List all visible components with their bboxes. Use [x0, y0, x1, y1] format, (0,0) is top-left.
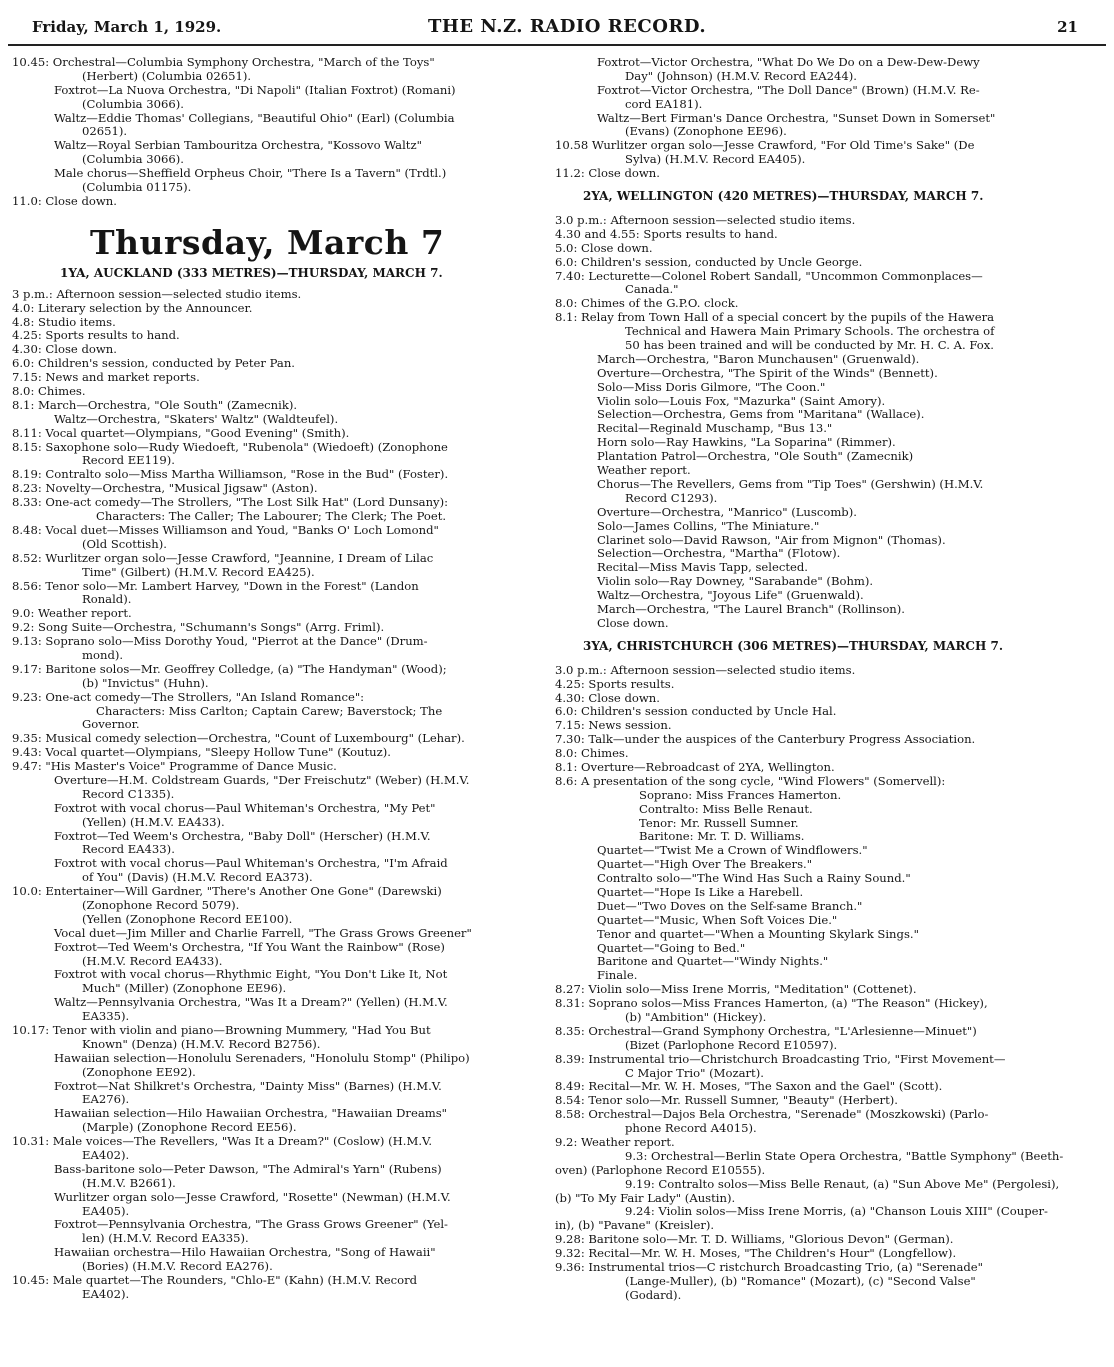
programme-line: 9.32: Recital—Mr. W. H. Moses, "The Children's Hour" (Longfellow).	[555, 1247, 957, 1261]
programme-line: Tenor and quartet—"When a Mounting Skylark Sings."	[597, 927, 919, 941]
programme-line: 11.2: Close down.	[555, 167, 660, 181]
programme-line: Waltz—Orchestra, "Joyous Life" (Gruenwald).	[597, 589, 864, 603]
programme-line: 11.0: Close down.	[12, 194, 117, 208]
programme-line: EA402).	[82, 1149, 130, 1163]
programme-line: 8.54: Tenor solo—Mr. Russell Sumner, "Beauty" (Herbert).	[555, 1094, 898, 1108]
programme-line: Quartet—"High Over The Breakers."	[597, 858, 813, 872]
programme-line: Waltz—Eddie Thomas' Collegians, "Beautiful Ohio" (Earl) (Columbia	[54, 111, 455, 125]
programme-line: Hawaiian orchestra—Hilo Hawaiian Orchestra, "Song of Hawaii"	[54, 1246, 436, 1260]
programme-line: Solo—Miss Doris Gilmore, "The Coon."	[597, 380, 826, 394]
programme-line: Close down.	[597, 616, 669, 630]
programme-line: 8.0: Chimes.	[555, 747, 629, 761]
programme-line: 10.45: Orchestral—Columbia Symphony Orchestra, "March of the Toys"	[12, 56, 435, 69]
programme-line: 6.0: Children's session, conducted by Uncle George.	[555, 255, 863, 269]
programme-line: Ronald).	[82, 593, 132, 607]
programme-line: Finale.	[597, 969, 638, 983]
programme-line: 9.24: Violin solos—Miss Irene Morris, (a) "Chanson Louis XIII" (Couper-	[625, 1205, 1048, 1219]
programme-line: (H.M.V. B2661).	[82, 1176, 176, 1190]
programme-line: Wurlitzer organ solo—Jesse Crawford, "Rosette" (Newman) (H.M.V.	[54, 1190, 451, 1204]
programme-line: (Zonophone Record 5079).	[82, 898, 240, 912]
programme-line: (Godard).	[625, 1288, 682, 1302]
programme-line: 8.1: Overture—Rebroadcast of 2YA, Wellington.	[555, 760, 835, 774]
programme-line: 8.11: Vocal quartet—Olympians, "Good Evening" (Smith).	[12, 426, 350, 440]
programme-line: (Columbia 01175).	[82, 181, 192, 195]
programme-line: Hawaiian selection—Hilo Hawaiian Orchestra, "Hawaiian Dreams"	[54, 1107, 448, 1121]
programme-line: Contralto solo—"The Wind Has Such a Rainy Sound."	[597, 872, 911, 886]
programme-line: 3 p.m.: Afternoon session—selected studio items.	[12, 287, 302, 301]
programme-1ya	[12, 288, 537, 1302]
programme-line: (Yellen) (H.M.V. EA433).	[82, 815, 225, 829]
programme-line: 9.23: One-act comedy—The Strollers, "An Island Romance":	[12, 690, 365, 704]
programme-line: Foxtrot—Victor Orchestra, "The Doll Dance" (Brown) (H.M.V. Re-	[597, 83, 980, 97]
programme-line: in), (b) "Pavane" (Kreisler).	[555, 1219, 715, 1233]
programme-line: 8.0: Chimes.	[12, 385, 86, 399]
programme-3ya	[555, 664, 1080, 1303]
programme-line: Foxtrot with vocal chorus—Paul Whiteman's Orchestra, "I'm Afraid	[54, 857, 448, 871]
programme-line: Characters: The Caller; The Labourer; The Clerk; The Poet.	[96, 510, 447, 524]
programme-line: oven) (Parlophone Record E10555).	[555, 1163, 766, 1177]
programme-line: Recital—Miss Mavis Tapp, selected.	[597, 561, 808, 575]
programme-line: 4.25: Sports results.	[555, 677, 675, 691]
page-header	[8, 18, 1106, 42]
programme-line: 7.30: Talk—under the auspices of the Canterbury Progress Association.	[555, 733, 976, 747]
programme-line: 9.3: Orchestral—Berlin State Opera Orchestra, "Battle Symphony" (Beeth-	[625, 1149, 1064, 1163]
programme-line: (Lange-Muller), (b) "Romance" (Mozart), (c) "Second Valse"	[625, 1274, 976, 1288]
programme-line: 8.31: Soprano solos—Miss Frances Hamerton, (a) "The Reason" (Hickey),	[555, 997, 988, 1011]
programme-line: Foxtrot—Ted Weem's Orchestra, "Baby Doll" (Herscher) (H.M.V.	[54, 829, 431, 843]
programme-line: (Evans) (Zonophone EE96).	[625, 125, 787, 139]
programme-line: Foxtrot—Nat Shilkret's Orchestra, "Dainty Miss" (Barnes) (H.M.V.	[54, 1079, 442, 1093]
programme-line: EA276).	[82, 1093, 130, 1107]
programme-line: Solo—James Collins, "The Miniature."	[597, 519, 820, 533]
programme-line: 9.0: Weather report.	[12, 607, 132, 621]
programme-line: Record C1293).	[625, 491, 718, 505]
programme-line: cord EA181).	[625, 97, 703, 111]
programme-line: Selection—Orchestra, "Martha" (Flotow).	[597, 547, 841, 561]
programme-line: Foxtrot—Pennsylvania Orchestra, "The Grass Grows Greener" (Yel-	[54, 1218, 448, 1232]
programme-line: (b) "Ambition" (Hickey).	[625, 1011, 767, 1024]
programme-line: Horn solo—Ray Hawkins, "La Soparina" (Rimmer).	[597, 436, 896, 450]
programme-line: Waltz—Bert Firman's Dance Orchestra, "Sunset Down in Somerset"	[597, 111, 996, 125]
programme-line: 8.56: Tenor solo—Mr. Lambert Harvey, "Down in the Forest" (Landon	[12, 579, 419, 593]
programme-line: 8.39: Instrumental trio—Christchurch Broadcasting Trio, "First Movement—	[555, 1052, 1006, 1066]
programme-line: Waltz—Pennsylvania Orchestra, "Was It a Dream?" (Yellen) (H.M.V.	[54, 996, 448, 1010]
programme-line: Overture—Orchestra, "The Spirit of the Winds" (Bennett).	[597, 366, 938, 380]
programme-line: 6.0: Children's session, conducted by Peter Pan.	[12, 357, 295, 371]
programme-line: (Marple) (Zonophone Record EE56).	[82, 1121, 297, 1135]
programme-line: EA405).	[82, 1204, 130, 1218]
programme-line: (Old Scottish).	[82, 537, 167, 551]
programme-line: 3.0 p.m.: Afternoon session—selected studio items.	[555, 214, 856, 228]
programme-line: Technical and Hawera Main Primary Schools. The orchestra of	[625, 325, 995, 339]
programme-line: Recital—Reginald Muschamp, "Bus 13."	[597, 422, 833, 436]
right-column	[555, 56, 1080, 1303]
programme-line: (Columbia 3066).	[82, 97, 184, 111]
programme-line: (Zonophone EE92).	[82, 1065, 196, 1079]
programme-line: Waltz—Orchestra, "Skaters' Waltz" (Waldteufel).	[54, 412, 339, 426]
programme-line: 7.40: Lecturette—Colonel Robert Sandall, "Uncommon Commonplaces—	[555, 269, 983, 283]
programme-line: 10.17: Tenor with violin and piano—Browning Mummery, "Had You But	[12, 1024, 431, 1037]
programme-line: 9.28: Baritone solo—Mr. T. D. Williams, "Glorious Devon" (German).	[555, 1233, 954, 1247]
programme-line: C Major Trio" (Mozart).	[625, 1066, 764, 1080]
programme-line: 9.35: Musical comedy selection—Orchestra, "Count of Luxembourg" (Lehar).	[12, 732, 465, 746]
programme-line: 9.47: "His Master's Voice" Programme of Dance Music.	[12, 760, 337, 774]
programme-line: 9.13: Soprano solo—Miss Dorothy Youd, "Pierrot at the Dance" (Drum-	[12, 635, 428, 649]
programme-line: Quartet—"Going to Bed."	[597, 941, 746, 955]
programme-line: 9.36: Instrumental trios—C ristchurch Broadcasting Trio, (a) "Serenade"	[555, 1261, 984, 1275]
programme-line: 9.17: Baritone solos—Mr. Geoffrey Colledge, (a) "The Handyman" (Wood);	[12, 662, 447, 676]
day-heading: Thursday, March 7	[90, 222, 445, 262]
programme-line: March—Orchestra, "The Laurel Branch" (Rollinson).	[597, 602, 905, 616]
programme-line: 50 has been trained and will be conducted by Mr. H. C. A. Fox.	[625, 339, 994, 353]
programme-line: Soprano: Miss Frances Hamerton.	[639, 788, 842, 802]
programme-line: Foxtrot with vocal chorus—Paul Whiteman's Orchestra, "My Pet"	[54, 801, 436, 815]
programme-line: 8.19: Contralto solo—Miss Martha Williamson, "Rose in the Bud" (Foster).	[12, 468, 449, 482]
programme-line: Record EE119).	[82, 454, 175, 468]
programme-line: Sylva) (H.M.V. Record EA405).	[625, 153, 806, 167]
programme-2ya	[555, 214, 1080, 631]
programme-line: 4.25: Sports results to hand.	[12, 329, 180, 343]
programme-line: Canada."	[625, 283, 679, 297]
programme-line: Much" (Miller) (Zonophone EE96).	[82, 982, 287, 996]
programme-line: Bass-baritone solo—Peter Dawson, "The Admiral's Yarn" (Rubens)	[54, 1162, 442, 1176]
programme-line: 9.2: Song Suite—Orchestra, "Schumann's Songs" (Arrg. Friml).	[12, 621, 385, 635]
programme-line: Chorus—The Revellers, Gems from "Tip Toes" (Gershwin) (H.M.V.	[597, 477, 984, 491]
programme-line: Hawaiian selection—Honolulu Serenaders, "Honolulu Stomp" (Philipo)	[54, 1051, 470, 1065]
programme-line: Overture—Orchestra, "Manrico" (Luscomb).	[597, 505, 857, 519]
programme-line: 10.0: Entertainer—Will Gardner, "There's Another One Gone" (Darewski)	[12, 885, 442, 899]
programme-line: Tenor: Mr. Russell Sumner.	[639, 816, 799, 830]
programme-line: 8.23: Novelty—Orchestra, "Musical Jigsaw" (Aston).	[12, 482, 318, 496]
programme-line: 9.43: Vocal quartet—Olympians, "Sleepy Hollow Tune" (Koutuz).	[12, 746, 391, 760]
programme-line: 4.8: Studio items.	[12, 315, 116, 329]
programme-line: 8.49: Recital—Mr. W. H. Moses, "The Saxon and the Gael" (Scott).	[555, 1080, 943, 1094]
programme-line: Foxtrot—Ted Weem's Orchestra, "If You Want the Rainbow" (Rose)	[54, 940, 445, 954]
programme-line: EA335).	[82, 1010, 130, 1024]
programme-line: Known" (Denza) (H.M.V. Record B2756).	[82, 1037, 321, 1051]
programme-line: 10.58 Wurlitzer organ solo—Jesse Crawford, "For Old Time's Sake" (De	[555, 139, 975, 153]
programme-line: 3.0 p.m.: Afternoon session—selected studio items.	[555, 663, 856, 677]
programme-line: (Herbert) (Columbia 02651).	[82, 69, 252, 83]
station-heading-3ya: 3YA, CHRISTCHURCH (306 METRES)—THURSDAY, MARCH 7.	[583, 638, 1004, 653]
programme-line: 8.1: Relay from Town Hall of a special concert by the pupils of the Hawera	[555, 311, 995, 325]
programme-line: 8.52: Wurlitzer organ solo—Jesse Crawford, "Jeannine, I Dream of Lilac	[12, 551, 434, 565]
programme-line: 8.15: Saxophone solo—Rudy Wiedoeft, "Rubenola" (Wiedoeft) (Zonophone	[12, 440, 448, 454]
programme-line: Characters: Miss Carlton; Captain Carew; Baverstock; The	[96, 704, 443, 718]
programme-line: Violin solo—Louis Fox, "Mazurka" (Saint Amory).	[597, 394, 886, 408]
programme-line: 4.30 and 4.55: Sports results to hand.	[555, 227, 778, 241]
programme-line: Baritone and Quartet—"Windy Nights."	[597, 955, 829, 969]
programme-line: phone Record A4015).	[625, 1122, 757, 1136]
programme-line: (H.M.V. Record EA433).	[82, 954, 223, 968]
programme-line: 8.0: Chimes of the G.P.O. clock.	[555, 297, 739, 311]
programme-line: Weather report.	[597, 464, 691, 478]
programme-line: of You" (Davis) (H.M.V. Record EA373).	[82, 871, 313, 885]
programme-line: Waltz—Royal Serbian Tambouritza Orchestra, "Kossovo Waltz"	[54, 139, 422, 153]
programme-line: 6.0: Children's session conducted by Uncle Hal.	[555, 705, 837, 719]
programme-line: 9.19: Contralto solos—Miss Belle Renaut, (a) "Sun Above Me" (Pergolesi),	[625, 1177, 1060, 1191]
station-heading-2ya: 2YA, WELLINGTON (420 METRES)—THURSDAY, MARCH 7.	[583, 189, 984, 204]
programme-line: Record C1335).	[82, 787, 175, 801]
programme-line: Male chorus—Sheffield Orpheus Choir, "There Is a Tavern" (Trdtl.)	[54, 167, 447, 181]
programme-line: 8.27: Violin solo—Miss Irene Morris, "Meditation" (Cottenet).	[555, 983, 917, 997]
programme-line: Quartet—"Music, When Soft Voices Die."	[597, 913, 838, 927]
header-rule	[8, 44, 1106, 46]
programme-line: Baritone: Mr. T. D. Williams.	[639, 830, 805, 844]
programme-line: 4.30: Close down.	[555, 691, 660, 705]
programme-line: 9.2: Weather report.	[555, 1136, 675, 1150]
programme-line: 8.6: A presentation of the song cycle, "Wind Flowers" (Somervell):	[555, 774, 946, 788]
programme-line: 10.45: Male quartet—The Rounders, "Chlo-E" (Kahn) (H.M.V. Record	[12, 1274, 418, 1288]
issue-date: Friday, March 1, 1929.	[32, 18, 222, 36]
programme-line: (b) "To My Fair Lady" (Austin).	[555, 1191, 736, 1205]
programme-line: (Bizet (Parlophone Record E10597).	[625, 1038, 838, 1052]
programme-line: Quartet—"Hope Is Like a Harebell.	[597, 885, 804, 899]
publication-title: THE N.Z. RADIO RECORD.	[428, 16, 707, 37]
programme-line: (b) "Invictus" (Huhn).	[82, 676, 209, 690]
programme-line: Plantation Patrol—Orchestra, "Ole South" (Zamecnik)	[597, 450, 914, 464]
programme-line: mond).	[82, 648, 124, 662]
programme-line: Day" (Johnson) (H.M.V. Record EA244).	[625, 69, 857, 83]
programme-line: Violin solo—Ray Downey, "Sarabande" (Bohm).	[597, 575, 874, 589]
programme-line: 8.33: One-act comedy—The Strollers, "The Lost Silk Hat" (Lord Dunsany):	[12, 496, 449, 510]
programme-line: Foxtrot with vocal chorus—Rhythmic Eight, "You Don't Like It, Not	[54, 968, 448, 982]
programme-line: 4.0: Literary selection by the Announcer.	[12, 301, 253, 315]
station-heading-1ya: 1YA, AUCKLAND (333 METRES)—THURSDAY, MARCH 7.	[60, 265, 443, 280]
programme-line: (Bories) (H.M.V. Record EA276).	[82, 1260, 273, 1274]
programme-line: (Yellen (Zonophone Record EE100).	[82, 912, 293, 926]
programme-line: Governor.	[82, 718, 140, 732]
programme-line: (Columbia 3066).	[82, 153, 184, 167]
programme-line: 5.0: Close down.	[555, 241, 653, 255]
programme-line: Selection—Orchestra, Gems from "Maritana" (Wallace).	[597, 408, 925, 422]
continued-programme	[12, 56, 537, 209]
programme-line: Time" (Gilbert) (H.M.V. Record EA425).	[82, 565, 315, 579]
programme-line: 02651).	[82, 125, 128, 139]
continued-programme-right	[555, 56, 1080, 181]
programme-line: 7.15: News session.	[555, 719, 672, 733]
page-number: 21	[1057, 18, 1078, 36]
programme-line: Duet—"Two Doves on the Self-same Branch."	[597, 899, 863, 913]
programme-line: len) (H.M.V. Record EA335).	[82, 1232, 249, 1246]
programme-line: 8.58: Orchestral—Dajos Bela Orchestra, "Serenade" (Moszkowski) (Parlo-	[555, 1108, 989, 1122]
programme-line: 8.1: March—Orchestra, "Ole South" (Zamecnik).	[12, 398, 298, 412]
programme-line: Foxtrot—Victor Orchestra, "What Do We Do on a Dew-Dew-Dewy	[597, 56, 980, 69]
left-column	[12, 56, 537, 1302]
programme-line: Record EA433).	[82, 843, 175, 857]
programme-line: March—Orchestra, "Baron Munchausen" (Gruenwald).	[597, 352, 920, 366]
programme-line: 10.31: Male voices—The Revellers, "Was It a Dream?" (Coslow) (H.M.V.	[12, 1135, 433, 1149]
programme-line: Vocal duet—Jim Miller and Charlie Farrell, "The Grass Grows Greener"	[54, 926, 472, 940]
programme-line: EA402).	[82, 1287, 130, 1301]
programme-line: 7.15: News and market reports.	[12, 371, 200, 385]
programme-line: 4.30: Close down.	[12, 343, 117, 357]
programme-line: Clarinet solo—David Rawson, "Air from Mignon" (Thomas).	[597, 533, 946, 547]
programme-line: Quartet—"Twist Me a Crown of Windflowers."	[597, 844, 868, 858]
programme-line: Overture—H.M. Coldstream Guards, "Der Freischutz" (Weber) (H.M.V.	[54, 773, 470, 787]
programme-line: Foxtrot—La Nuova Orchestra, "Di Napoli" (Italian Foxtrot) (Romani)	[54, 83, 456, 97]
programme-line: 8.48: Vocal duet—Misses Williamson and Youd, "Banks O' Loch Lomond"	[12, 523, 439, 537]
programme-line: 8.35: Orchestral—Grand Symphony Orchestra, "L'Arlesienne—Minuet")	[555, 1024, 977, 1038]
programme-line: Contralto: Miss Belle Renaut.	[639, 802, 813, 816]
